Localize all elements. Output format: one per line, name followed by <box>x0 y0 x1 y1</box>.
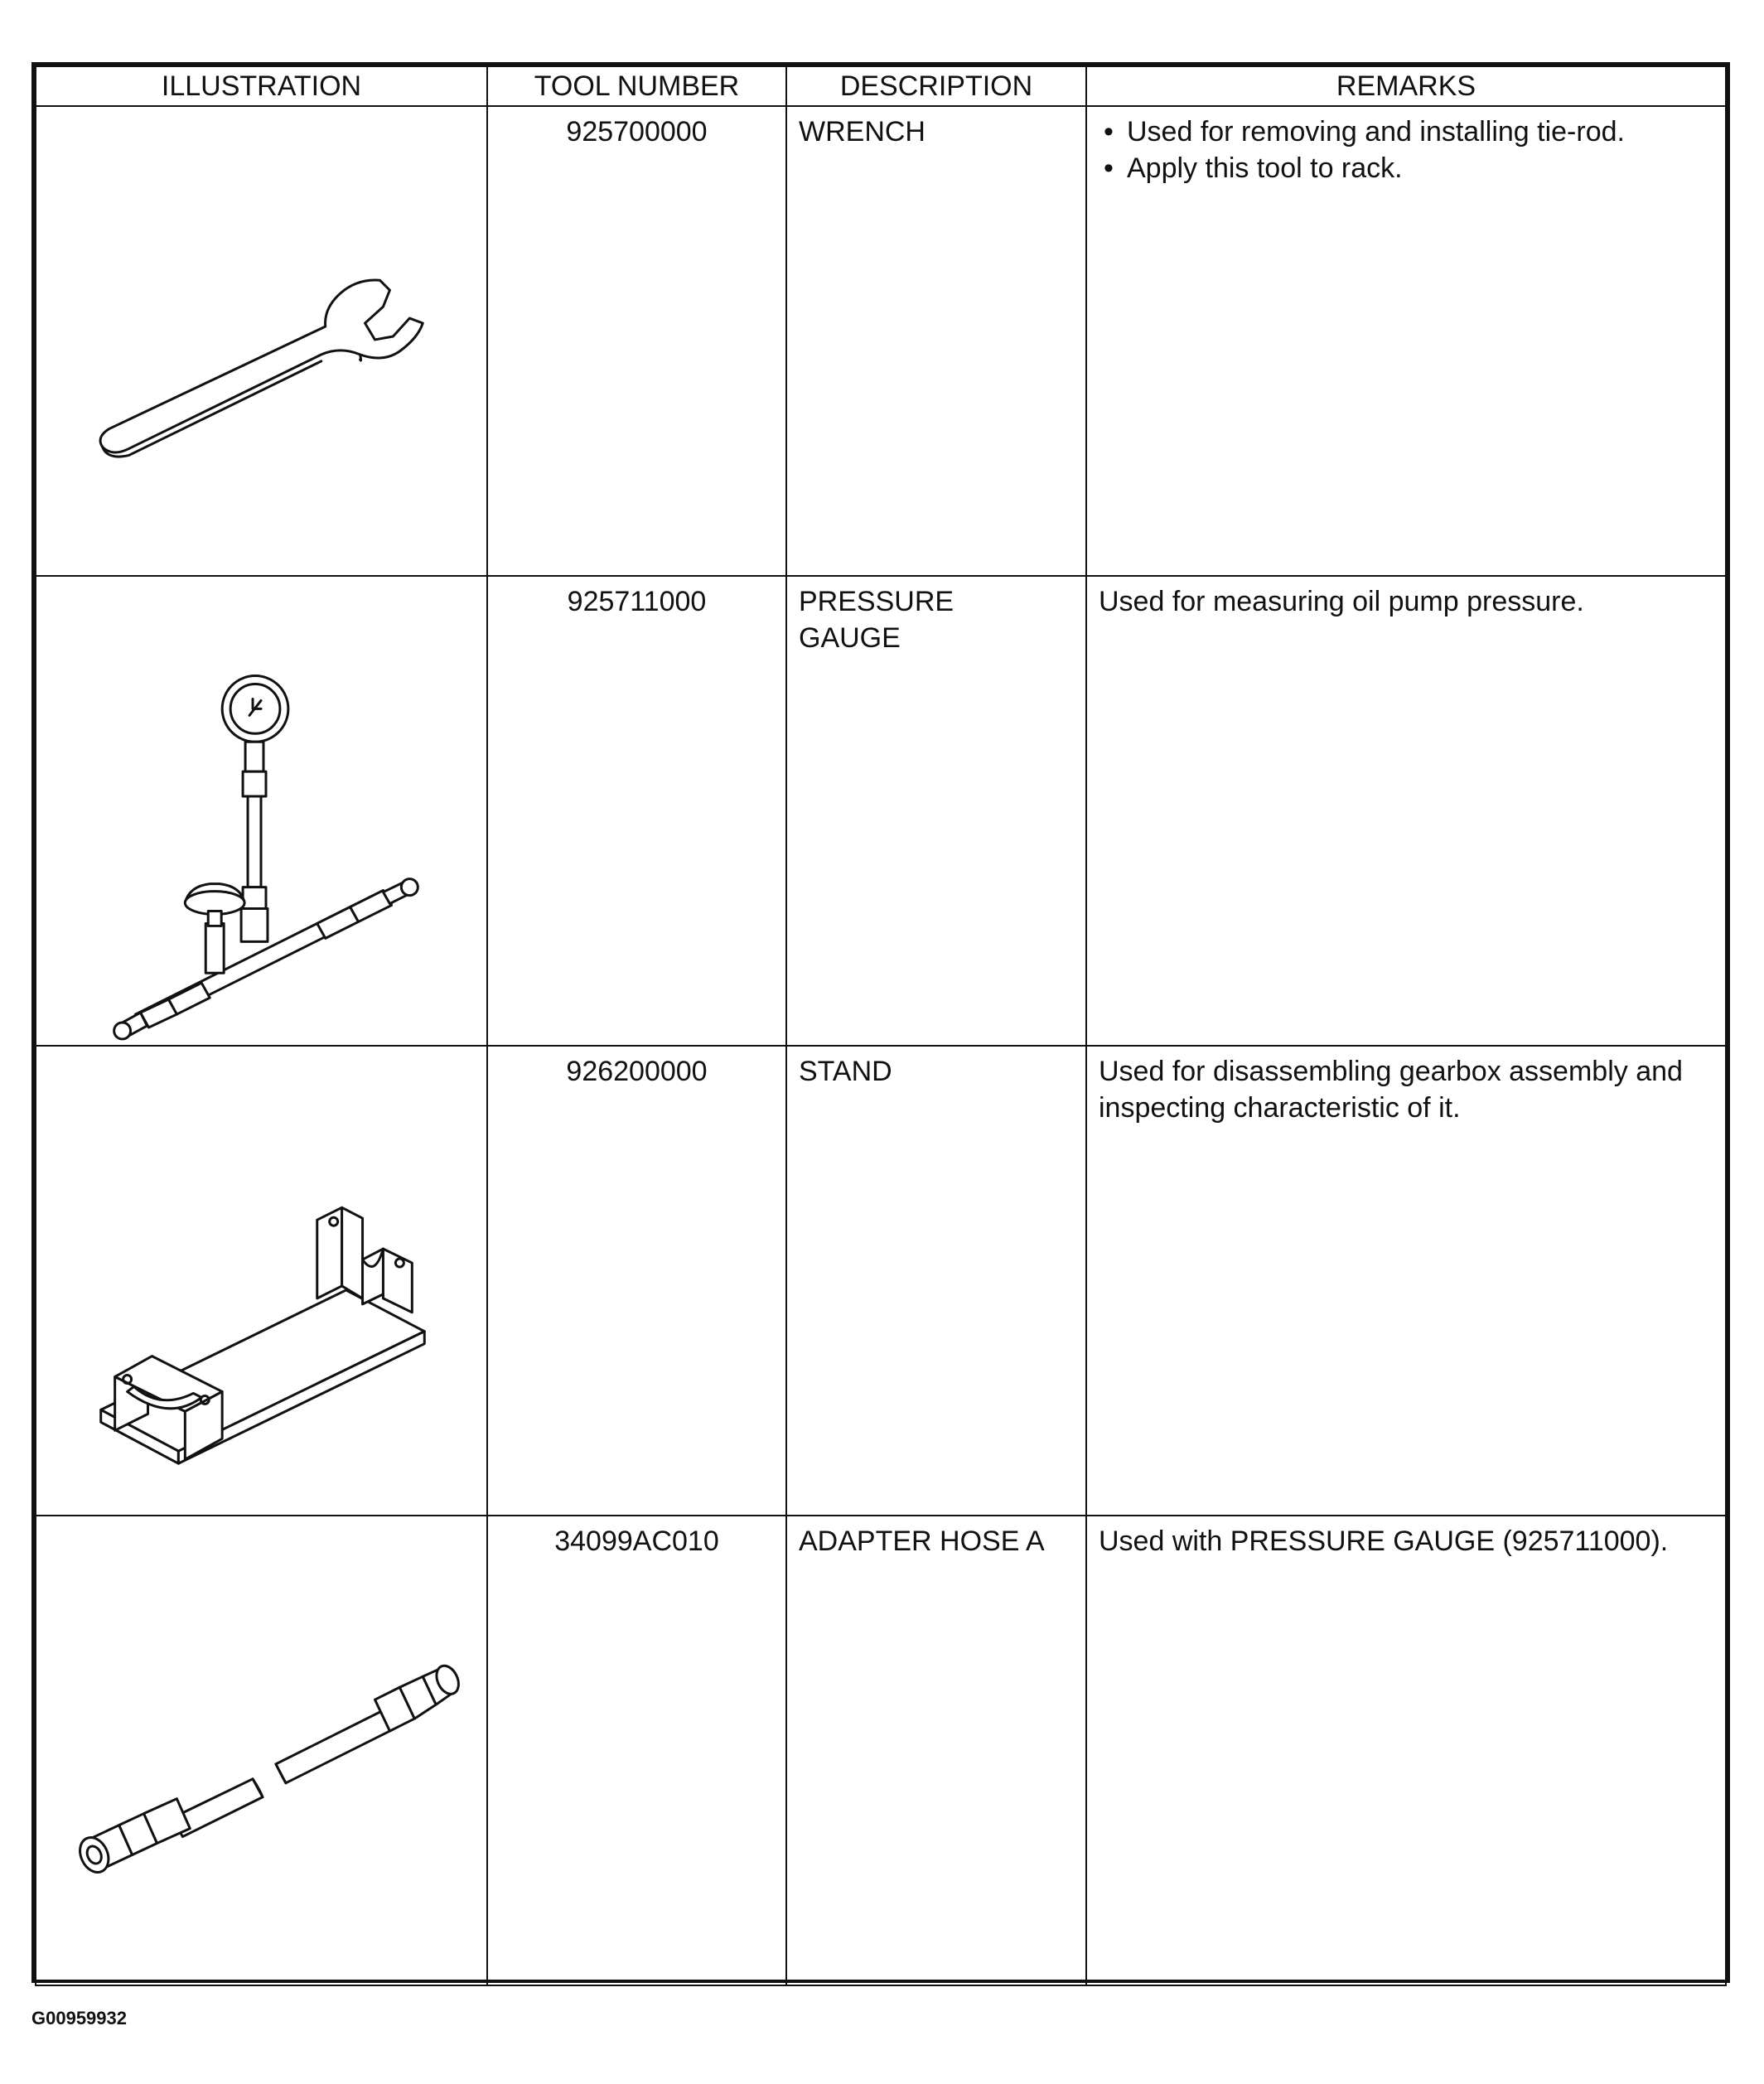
tool-number: 925711000 <box>487 576 786 1046</box>
remark-text: Used with PRESSURE GAUGE (925711000). <box>1099 1525 1669 1557</box>
illustration-cell <box>36 1516 487 1985</box>
special-tools-table <box>31 62 1730 1983</box>
description-cell <box>786 106 1086 576</box>
remarks-cell <box>1086 576 1726 1046</box>
description-line: ADAPTER HOSE A <box>799 1525 1045 1557</box>
tool-number: 925700000 <box>487 106 786 576</box>
tool-number: 34099AC010 <box>487 1516 786 1985</box>
header-tool-number: TOOL NUMBER <box>487 66 786 106</box>
pressure-gauge-icon <box>36 577 486 1045</box>
tool-number: 926200000 <box>487 1046 786 1516</box>
description-line: GAUGE <box>799 621 901 654</box>
illustration-cell <box>36 106 487 576</box>
remarks-cell <box>1086 1046 1726 1516</box>
table-row <box>36 1046 1726 1516</box>
table-row <box>36 106 1726 576</box>
description-line: WRENCH <box>799 116 925 147</box>
header-remarks: REMARKS <box>1086 66 1726 106</box>
description-cell <box>786 1046 1086 1516</box>
stand-icon <box>36 1047 486 1515</box>
adapter-hose-icon <box>36 1516 486 1985</box>
description-line: STAND <box>799 1055 892 1087</box>
description-cell <box>786 1516 1086 1985</box>
description-line: PRESSURE <box>799 585 954 617</box>
remark-item: • Apply this tool to rack. <box>1099 150 1715 186</box>
table-row <box>36 576 1726 1046</box>
remarks-cell <box>1086 1516 1726 1985</box>
illustration-cell <box>36 576 487 1046</box>
header-description: DESCRIPTION <box>786 66 1086 106</box>
remarks-list <box>1099 114 1715 186</box>
remarks-cell <box>1086 106 1726 576</box>
description-cell <box>786 576 1086 1046</box>
remark-text: Used for measuring oil pump pressure. <box>1099 585 1584 617</box>
illustration-cell <box>36 1046 487 1516</box>
wrench-icon <box>36 107 486 575</box>
figure-id: G00959932 <box>31 2008 127 2028</box>
header-illustration: ILLUSTRATION <box>36 66 487 106</box>
table-row <box>36 1516 1726 1985</box>
tools-table <box>35 65 1727 1986</box>
remark-item: • Used for removing and installing tie-rod. <box>1099 114 1715 150</box>
remark-text: Used for disassembling gearbox assembly and inspecting characteristic of it. <box>1099 1055 1683 1124</box>
header-row <box>36 66 1726 106</box>
